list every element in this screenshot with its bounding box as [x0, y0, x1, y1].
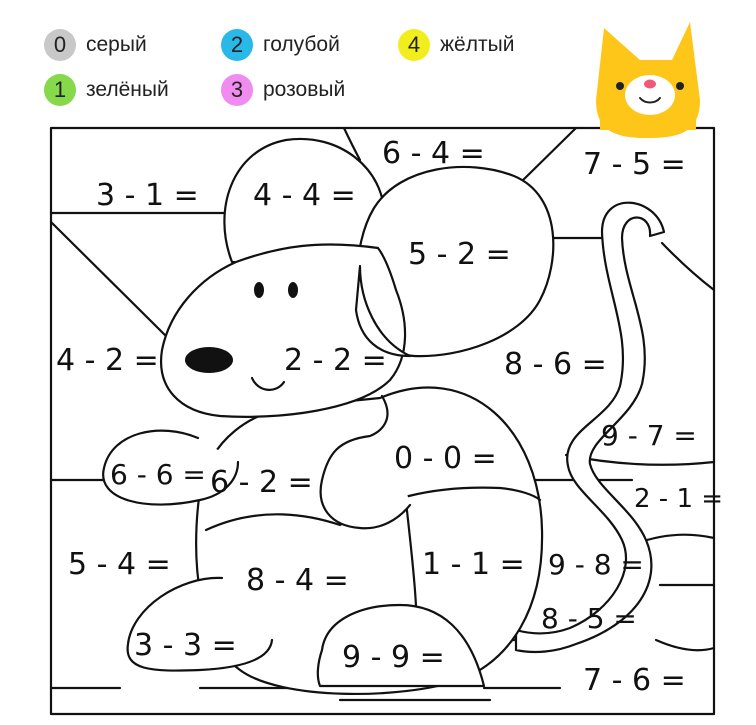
equation-tail-tip: 8 - 5 = — [541, 602, 637, 635]
legend-number-3: 3 — [230, 77, 244, 102]
legend-number-0: 0 — [53, 32, 67, 57]
equation-ear-left: 4 - 4 = — [253, 178, 356, 213]
mouse-eye-right — [288, 282, 298, 298]
legend-color-name-3: розовый — [263, 78, 346, 101]
equation-bg-left: 4 - 2 = — [56, 343, 159, 378]
equation-foot-right: 9 - 9 = — [342, 640, 445, 675]
legend-color-name-2: голубой — [263, 33, 340, 56]
mouse-eye-left — [254, 282, 264, 298]
equation-tail-lower: 9 - 8 = — [548, 548, 644, 581]
legend-number-1: 1 — [53, 77, 67, 102]
equation-belly: 8 - 4 = — [246, 563, 349, 598]
equation-bg-top-right: 7 - 5 = — [583, 147, 686, 182]
legend-number-2: 2 — [230, 32, 244, 57]
equation-bg-right-narrow: 2 - 1 = — [634, 484, 724, 514]
equation-arm: 6 - 2 = — [210, 465, 313, 500]
legend-color-name-0: серый — [86, 33, 147, 56]
equation-bg-top-left: 3 - 1 = — [96, 178, 199, 213]
mouse-nose — [185, 347, 233, 373]
equation-body-upper: 0 - 0 = — [394, 441, 497, 476]
equation-tail-upper: 9 - 7 = — [601, 419, 697, 452]
equation-bg-top-center: 6 - 4 = — [382, 136, 485, 171]
equation-bg-bottom-right: 7 - 6 = — [583, 663, 686, 698]
cat-face-icon — [596, 22, 700, 138]
equation-bg-left-low: 5 - 4 = — [68, 547, 171, 582]
legend-color-name-1: зелёный — [86, 78, 169, 101]
equation-foot-left: 3 - 3 = — [134, 628, 237, 663]
legend-number-4: 4 — [407, 32, 421, 57]
equation-head: 2 - 2 = — [284, 343, 387, 378]
equation-ear-right: 5 - 2 = — [408, 237, 511, 272]
equation-paw-left: 6 - 6 = — [110, 458, 206, 491]
equation-bg-right-mid: 8 - 6 = — [504, 347, 607, 382]
equation-body-lower: 1 - 1 = — [422, 547, 525, 582]
legend-color-name-4: жёлтый — [440, 33, 515, 56]
